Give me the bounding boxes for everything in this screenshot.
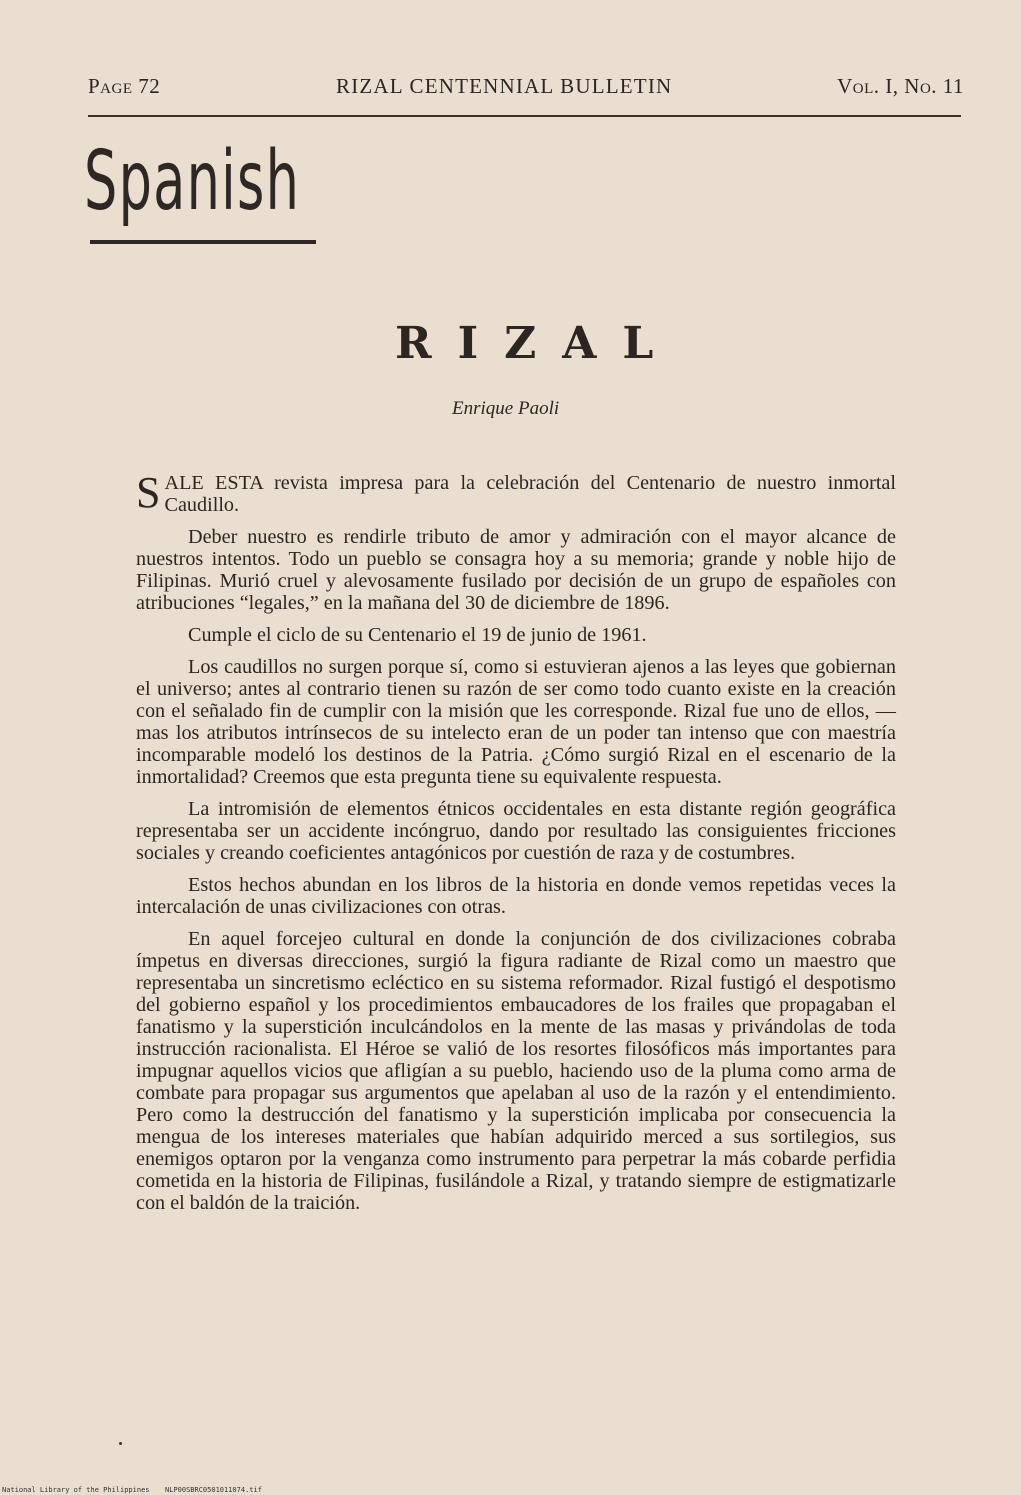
paragraph-6: Estos hechos abundan en los libros de la historia en donde vemos repetidas veces la intercalación de unas civilizaciones con otras.: [136, 874, 896, 918]
publication-title: RIZAL CENTENNIAL BULLETIN: [336, 74, 673, 98]
article-title: RIZAL: [395, 318, 680, 369]
paragraph-2: Deber nuestro es rendirle tributo de amor y admiración con el mayor alcance de nuestros intentos. Todo un pueblo se consagra hoy a su memoria; grande y noble hijo de Filipinas. Murió cruel y alevosamente fusilado por decisión de un grupo de españoles con atribuciones “legales,” en la mañana del 30 de diciembre de 1896.: [136, 526, 896, 614]
paragraph-7: En aquel forcejeo cultural en donde la conjunción de dos civilizaciones cobraba ímpetus en diversas direcciones, surgió la figura radiante de Rizal como un maestro que representaba un sincretismo ecléctico en su sistema reformador. Rizal fustigó el despotismo del gobierno español y los procedimientos embaucadores de los frailes que propagaban el fanatismo y la superstición inculcándolos en la mente de las masas y privándolas de toda instrucción racionalista. El Héroe se valió de los resortes filosóficos más importantes para impugnar aquellos vicios que afligían a su pueblo, haciendo uso de la pluma como arma de combate para propagar sus argumentos que apelaban al uso de la razón y el entendimiento. Pero como la destrucción del fanatismo y la superstición implicaba por consecuencia la mengua de los intereses materiales que habían adquirido merced a sus sortilegios, sus enemigos optaron por la venganza como instrumento para perpetrar la más cobarde perfidia cometida en la historia de Filipinas, fusilándole a Rizal, y tratando siempre de estigmatizarle con el baldón de la traición.: [136, 928, 896, 1214]
article-author: Enrique Paoli: [452, 398, 560, 419]
page-number: Page 72: [88, 74, 161, 98]
footer-library: National Library of the Philippines: [2, 1486, 150, 1494]
section-label: Spanish: [84, 134, 301, 229]
footer-filename: NLP00SBRC0501011074.tif: [165, 1486, 262, 1494]
header-rule: [88, 115, 961, 117]
paragraph-1: SALE ESTA revista impresa para la celebración del Centenario de nuestro inmortal Caudillo.: [136, 468, 896, 517]
paper-speck: [119, 1442, 122, 1445]
section-underline: [90, 240, 316, 244]
volume-number: Vol. I, No. 11: [837, 74, 964, 98]
drop-cap: S: [136, 468, 161, 517]
paragraph-5: La intromisión de elementos étnicos occidentales en esta distante región geográfica representaba ser un accidente incóngruo, dando por resultado las consiguientes fricciones sociales y creando coeficientes antagónicos por cuestión de raza y de costumbres.: [136, 798, 896, 864]
article-body: [136, 468, 896, 1224]
paragraph-3: Cumple el ciclo de su Centenario el 19 de junio de 1961.: [188, 624, 647, 646]
running-header: [88, 74, 964, 104]
paragraph-4: Los caudillos no surgen porque sí, como si estuvieran ajenos a las leyes que gobiernan el universo; antes al contrario tienen su razón de ser como todo cuanto existe en la creación con el señalado fin de cumplir con la misión que les corresponde. Rizal fue uno de ellos, — mas los atributos intrínsecos de su intelecto eran de un poder tan intenso que con maestría incomparable modeló los destinos de la Patria. ¿Cómo surgió Rizal en el escenario de la inmortalidad? Creemos que esta pregunta tiene su equivalente respuesta.: [136, 656, 896, 788]
